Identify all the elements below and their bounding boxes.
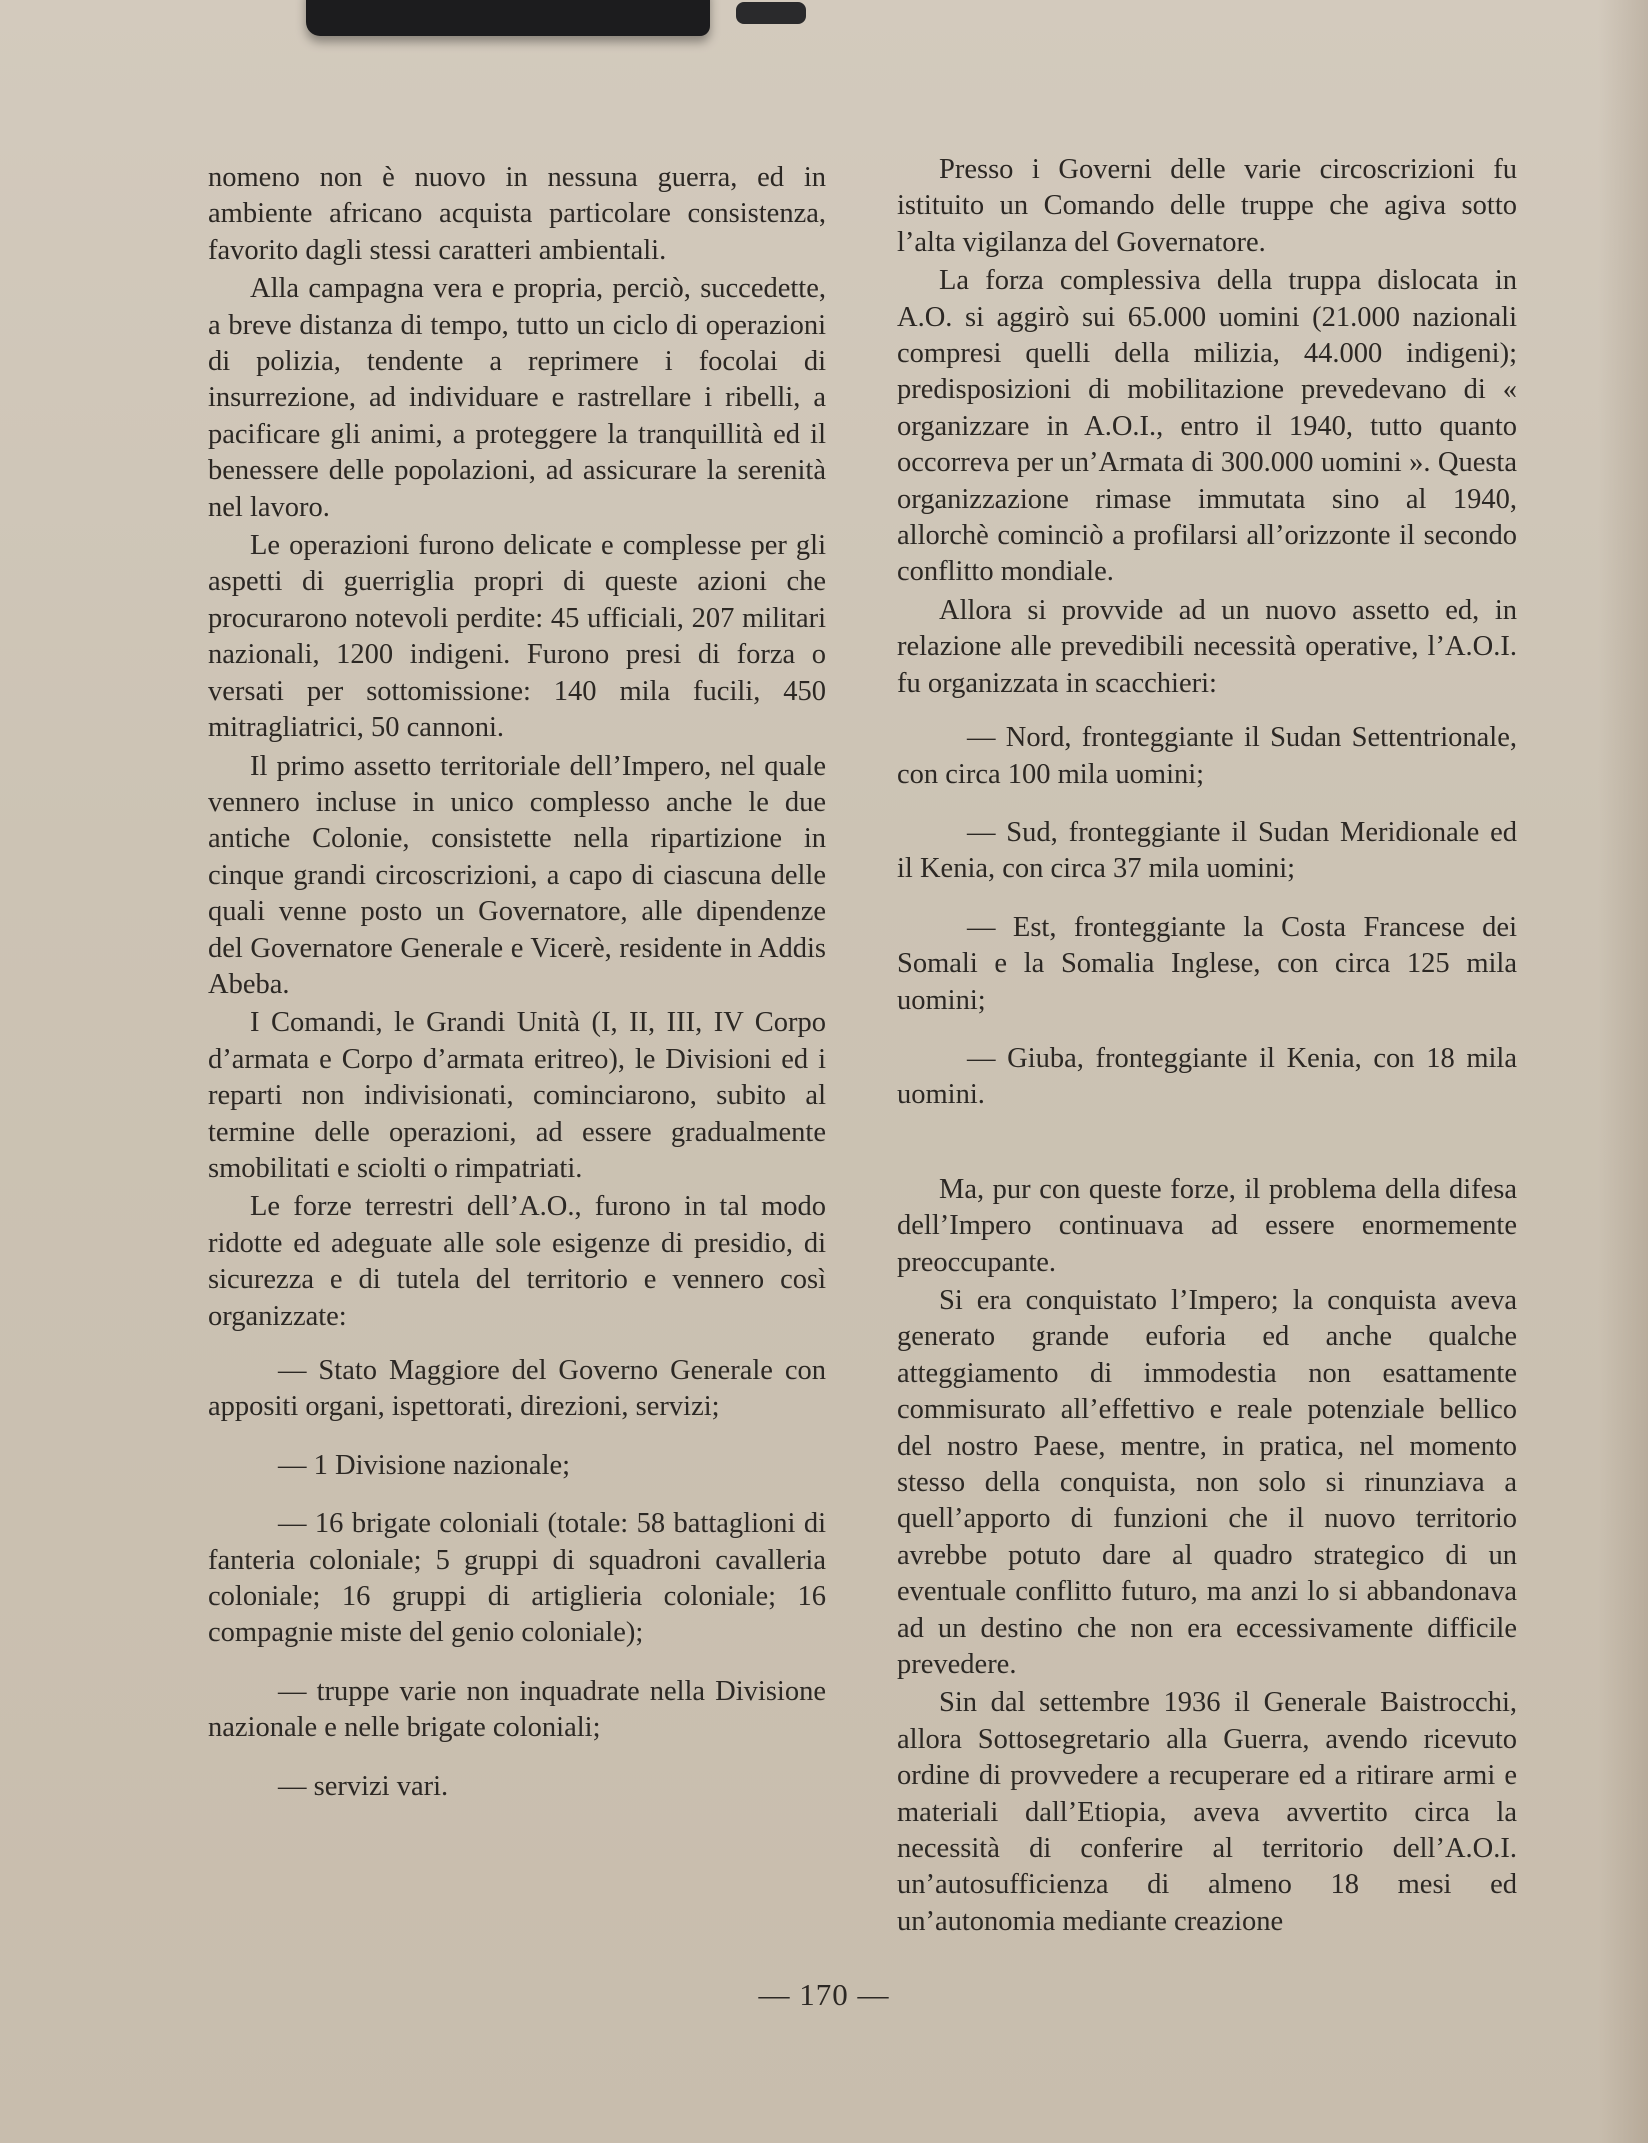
right-paragraph: Allora si provvide ad un nuovo assetto ed, in relazione alle prevedibili necessità operative, l’A.O.I. fu organizzata in scacchieri: [897, 594, 1517, 699]
binder-clip-notch [736, 2, 806, 24]
right-column [897, 152, 1517, 1942]
left-list-item: — 1 Divisione nazionale; [278, 1449, 571, 1481]
left-list-item: — servizi vari. [278, 1770, 449, 1802]
left-paragraph-continuation: nomeno non è nuovo in nessuna guerra, ed in ambiente africano acquista particolare consistenza, favorito dagli stessi caratteri ambientali. [208, 162, 826, 266]
binder-clip [306, 0, 710, 36]
right-paragraph: Si era conquistato l’Impero; la conquista aveva generato grande euforia ed anche qualche atteggiamento di immodestia non esattamente commisurato all’effettivo e reale potenziale bellico del nostro Paese, mentre, in pratica, nel momento stesso della conquista, non solo si rinunziava a quell’apporto di funzioni che il nuovo territorio avrebbe potuto dare al quadro strategico di un eventuale conflitto futuro, ma anzi lo si abbandonava ad un destino che non era eccessivamente difficile prevedere. [897, 1284, 1517, 1681]
right-list-item: — Nord, fronteggiante il Sudan Settentrionale, con circa 100 mila uomini; [897, 722, 1517, 790]
left-paragraph: I Comandi, le Grandi Unità (I, II, III, IV Corpo d’armata e Corpo d’armata eritreo), le Divisioni ed i reparti non indivisionati, cominciarono, subito al termine delle operazioni, ad essere gradualmente smobilitati e sciolti o rimpatriati. [208, 1007, 826, 1184]
page-edge-shadow [1598, 0, 1648, 2143]
right-paragraph: Presso i Governi delle varie circoscrizioni fu istituito un Comando delle truppe che agiva sotto l’alta vigilanza del Governatore. [897, 154, 1517, 258]
right-paragraph: Ma, pur con queste forze, il problema della difesa dell’Impero continuava ad essere enormemente preoccupante. [897, 1173, 1517, 1278]
left-list-item: — truppe varie non inquadrate nella Divisione nazionale e nelle brigate coloniali; [208, 1675, 826, 1744]
left-paragraph: Alla campagna vera e propria, perciò, succedette, a breve distanza di tempo, tutto un ciclo di operazioni di polizia, tendente a reprimere i focolai di insurrezione, ad individuare e rastrellare i ribelli, a pacificare gli animi, a proteggere la tranquillità ed il benessere delle popolazioni, ad assicurare la serenità nel lavoro. [208, 273, 826, 523]
right-list-item: — Sud, fronteggiante il Sudan Meridionale ed il Kenia, con circa 37 mila uomini; [897, 816, 1517, 885]
right-list-item: — Est, fronteggiante la Costa Francese dei Somali e la Somalia Inglese, con circa 125 mila uomini; [897, 911, 1517, 1016]
left-paragraph: Le forze terrestri dell’A.O., furono in tal modo ridotte ed adeguate alle sole esigenze di presidio, di sicurezza e di tutela del territorio e vennero così organizzate: [208, 1191, 826, 1332]
page-number: — 170 — [758, 1977, 890, 2012]
right-paragraph: Sin dal settembre 1936 il Generale Baistrocchi, allora Sottosegretario alla Guerra, avendo ricevuto ordine di provvedere a recuperare ed a ritirare armi e materiali dall’Etiopia, aveva avvertito circa la necessità di conferire al territorio dell’A.O.I. un’autosufficienza di almeno 18 mesi ed un’autonomia mediante creazione [897, 1687, 1517, 1937]
left-paragraph: Il primo assetto territoriale dell’Impero, nel quale vennero incluse in unico complesso anche le due antiche Colonie, consistette nella ripartizione in cinque grandi circoscrizioni, a capo di ciascuna delle quali venne posto un Governatore, alle dipendenze del Governatore Generale e Vicerè, residente in Addis Abeba. [208, 750, 826, 1000]
right-paragraph: La forza complessiva della truppa dislocata in A.O. si aggirò sui 65.000 uomini (21.000 nazionali compresi quelli della milizia, 44.000 indigeni); predisposizioni di mobilitazione prevedevano di « organizzare in A.O.I., entro il 1940, tutto quanto occorreva per un’Armata di 300.000 uomini ». Questa organizzazione rimase immutata sino al 1940, allorchè cominciò a profilarsi all’orizzonte il secondo conflitto mondiale. [897, 265, 1517, 588]
left-list-item: — 16 brigate coloniali (totale: 58 battaglioni di fanteria coloniale; 5 gruppi di squadroni cavalleria coloniale; 16 gruppi di artiglieria coloniale; 16 compagnie miste del genio coloniale); [208, 1508, 826, 1649]
left-column [208, 160, 826, 1807]
left-list-item: — Stato Maggiore del Governo Generale con appositi organi, ispettorati, direzioni, servizi; [208, 1355, 826, 1423]
right-list-item: — Giuba, fronteggiante il Kenia, con 18 mila uomini. [897, 1042, 1517, 1111]
left-paragraph: Le operazioni furono delicate e complesse per gli aspetti di guerriglia propri di queste azioni che procurarono notevoli perdite: 45 ufficiali, 207 militari nazionali, 1200 indigeni. Furono presi di forza o versati per sottomissione: 140 mila fucili, 450 mitragliatrici, 50 cannoni. [208, 530, 826, 744]
